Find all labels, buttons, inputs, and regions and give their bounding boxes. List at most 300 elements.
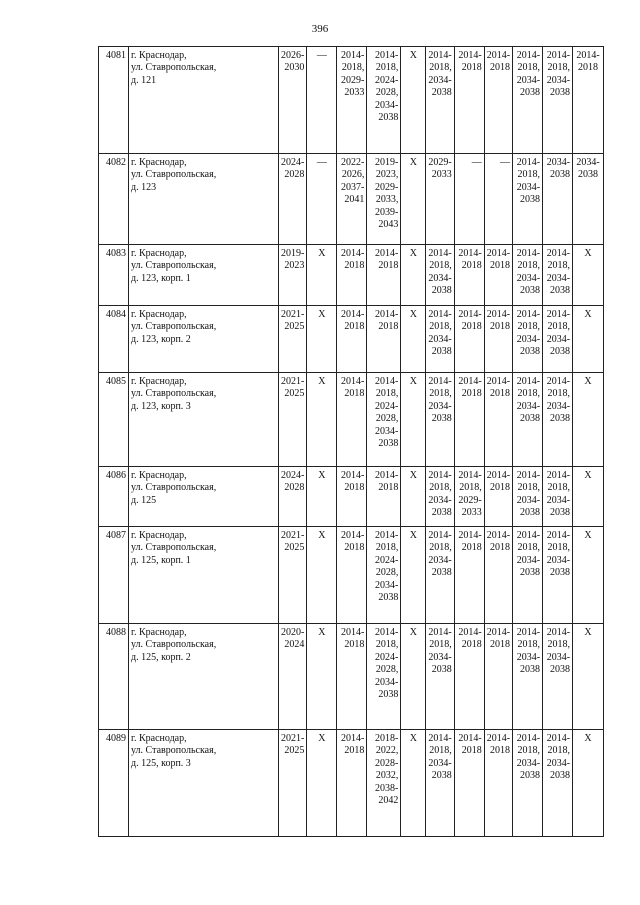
- period-line: —: [471, 157, 482, 168]
- period-cell: [513, 306, 543, 373]
- period-cell: [307, 47, 337, 154]
- period-line: 2018,: [547, 62, 571, 74]
- period-line: 2018,: [547, 388, 571, 400]
- period-cell: [307, 527, 337, 624]
- period-line: 2041: [344, 194, 365, 206]
- period-line: 2014-: [375, 50, 399, 61]
- row-number-cell: 4085: [99, 373, 129, 467]
- period-line: 2033: [461, 507, 482, 519]
- period-line: 2038: [550, 567, 571, 579]
- period-line: 2021-: [281, 530, 305, 541]
- period-line: 2018,: [517, 745, 541, 757]
- period-line: 2034-: [546, 494, 571, 506]
- address-line: г. Краснодар,: [131, 50, 187, 61]
- period-line: 2038: [520, 285, 541, 297]
- period-line: 2038: [550, 770, 571, 782]
- address-line: г. Краснодар,: [131, 627, 187, 638]
- period-line: Х: [584, 376, 592, 387]
- address-line: г. Краснодар,: [131, 470, 187, 481]
- period-line: 2014-: [458, 376, 482, 387]
- period-line: 2029-: [458, 494, 482, 506]
- period-line: 2014-: [375, 376, 399, 387]
- period-line: 2034-: [516, 494, 541, 506]
- period-cell: [513, 467, 543, 527]
- period-line: 2025: [284, 542, 305, 554]
- period-cell: [401, 624, 426, 730]
- period-line: 2024-: [281, 470, 305, 481]
- period-line: 2028,: [375, 413, 399, 425]
- period-line: 2014-: [341, 733, 365, 744]
- period-line: 2014-: [375, 627, 399, 638]
- row-number-cell: 4089: [99, 730, 129, 837]
- period-cell: [401, 306, 426, 373]
- period-cell: [337, 306, 367, 373]
- table-row: [99, 624, 604, 730]
- period-line: 2038: [550, 169, 571, 181]
- period-cell: [279, 730, 307, 837]
- period-line: 2043: [378, 219, 399, 231]
- table-row: [99, 154, 604, 245]
- period-line: 2038: [431, 507, 452, 519]
- period-line: 2024-: [375, 651, 399, 663]
- period-line: 2038: [378, 592, 399, 604]
- period-line: 2014-: [458, 470, 482, 481]
- period-line: 2025: [284, 745, 305, 757]
- period-cell: [454, 373, 484, 467]
- period-line: 2018,: [547, 542, 571, 554]
- period-cell: [513, 624, 543, 730]
- period-line: 2034-: [375, 579, 399, 591]
- period-line: 2030: [284, 62, 305, 74]
- period-line: 2014-: [486, 309, 511, 320]
- period-line: 2018: [378, 482, 399, 494]
- period-cell: [454, 467, 484, 527]
- period-line: Х: [318, 627, 326, 638]
- period-line: 2038: [550, 285, 571, 297]
- period-line: 2014-: [428, 470, 452, 481]
- period-line: 2042: [378, 795, 399, 807]
- period-line: 2021-: [281, 733, 305, 744]
- period-line: 2014-: [516, 248, 541, 259]
- period-line: 2029-: [341, 74, 365, 86]
- period-cell: [337, 467, 367, 527]
- period-cell: [513, 47, 543, 154]
- address-line: д. 125, корп. 2: [131, 651, 191, 663]
- period-line: 2034-: [576, 157, 600, 168]
- period-cell: [426, 467, 454, 527]
- period-cell: [513, 154, 543, 245]
- period-line: 2014-: [458, 627, 482, 638]
- period-line: 2022,: [375, 745, 399, 757]
- repair-schedule-table: [98, 46, 604, 837]
- period-cell: [573, 373, 604, 467]
- period-cell: [367, 245, 401, 306]
- period-line: 2038: [431, 87, 452, 99]
- period-line: Х: [409, 627, 417, 638]
- period-cell: [426, 527, 454, 624]
- address-line: д. 125: [131, 494, 157, 506]
- period-line: Х: [584, 309, 592, 320]
- period-cell: [484, 730, 512, 837]
- period-cell: [454, 306, 484, 373]
- period-line: 2014-: [341, 376, 365, 387]
- address-line: ул. Ставропольская,: [131, 388, 217, 400]
- period-line: 2018: [490, 639, 511, 651]
- period-line: 2018: [344, 542, 365, 554]
- period-line: Х: [318, 248, 326, 259]
- period-line: 2038: [578, 169, 599, 181]
- period-line: 2034-: [516, 554, 541, 566]
- period-cell: [573, 154, 604, 245]
- period-line: 2038: [520, 770, 541, 782]
- period-cell: [573, 624, 604, 730]
- period-line: 2038: [378, 689, 399, 701]
- period-line: 2034-: [546, 272, 571, 284]
- period-line: 2018,: [375, 639, 399, 651]
- period-line: 2014-: [486, 733, 511, 744]
- period-line: 2014-: [341, 470, 365, 481]
- period-line: Х: [409, 530, 417, 541]
- period-line: 2034-: [428, 651, 452, 663]
- period-line: 2018,: [375, 388, 399, 400]
- period-line: 2034-: [546, 333, 571, 345]
- period-line: 2037-: [341, 181, 365, 193]
- period-cell: [337, 154, 367, 245]
- period-line: 2018: [461, 745, 482, 757]
- period-cell: [484, 624, 512, 730]
- period-line: 2034-: [375, 425, 399, 437]
- period-cell: [484, 245, 512, 306]
- table-row: [99, 245, 604, 306]
- period-line: 2018: [578, 62, 599, 74]
- period-line: 2014-: [516, 157, 541, 168]
- period-line: 2014-: [516, 50, 541, 61]
- address-line: ул. Ставропольская,: [131, 62, 217, 74]
- period-cell: [307, 624, 337, 730]
- period-cell: [337, 730, 367, 837]
- period-line: Х: [409, 157, 417, 168]
- address-line: г. Краснодар,: [131, 733, 187, 744]
- period-line: 2018-: [375, 733, 399, 744]
- period-line: 2029-: [428, 157, 452, 168]
- period-cell: [543, 527, 573, 624]
- table-row: [99, 306, 604, 373]
- period-cell: [367, 527, 401, 624]
- period-line: 2014-: [341, 530, 365, 541]
- row-number-cell: 4087: [99, 527, 129, 624]
- period-line: 2018: [344, 482, 365, 494]
- period-cell: [279, 624, 307, 730]
- period-line: 2014-: [546, 733, 571, 744]
- period-line: 2019-: [375, 157, 399, 168]
- period-line: 2038: [550, 413, 571, 425]
- period-line: 2038: [520, 507, 541, 519]
- period-line: 2014-: [428, 248, 452, 259]
- period-line: 2014-: [458, 309, 482, 320]
- period-line: 2018,: [517, 169, 541, 181]
- period-line: Х: [584, 530, 592, 541]
- period-line: 2026-: [281, 50, 305, 61]
- period-line: 2014-: [486, 530, 511, 541]
- period-line: 2018: [344, 388, 365, 400]
- period-line: 2018: [490, 260, 511, 272]
- period-cell: [543, 467, 573, 527]
- period-cell: [426, 47, 454, 154]
- period-line: Х: [318, 733, 326, 744]
- table-row: [99, 730, 604, 837]
- period-line: 2025: [284, 388, 305, 400]
- period-line: 2028,: [375, 87, 399, 99]
- period-line: Х: [318, 470, 326, 481]
- period-line: 2023,: [375, 169, 399, 181]
- period-line: 2014-: [428, 733, 452, 744]
- period-line: 2018,: [375, 62, 399, 74]
- period-cell: [279, 47, 307, 154]
- period-line: 2014-: [428, 530, 452, 541]
- period-line: 2038: [431, 413, 452, 425]
- period-line: 2034-: [428, 74, 452, 86]
- period-cell: [484, 373, 512, 467]
- period-cell: [307, 154, 337, 245]
- period-line: 2028: [284, 169, 305, 181]
- period-line: 2018: [490, 482, 511, 494]
- period-line: 2018,: [517, 388, 541, 400]
- period-line: 2038: [550, 507, 571, 519]
- address-cell: [129, 730, 279, 837]
- period-line: 2038: [520, 567, 541, 579]
- period-cell: [307, 730, 337, 837]
- period-line: 2034-: [516, 74, 541, 86]
- period-line: 2034-: [546, 74, 571, 86]
- period-line: 2018: [490, 745, 511, 757]
- period-line: 2034-: [375, 676, 399, 688]
- period-line: 2014-: [458, 530, 482, 541]
- period-line: Х: [409, 309, 417, 320]
- period-line: 2019-: [281, 248, 305, 259]
- period-line: 2018: [490, 321, 511, 333]
- period-line: Х: [584, 470, 592, 481]
- period-line: 2025: [284, 321, 305, 333]
- period-cell: [279, 527, 307, 624]
- period-cell: [484, 154, 512, 245]
- address-line: д. 123, корп. 2: [131, 333, 191, 345]
- period-line: 2022-: [341, 157, 365, 168]
- period-line: 2014-: [516, 627, 541, 638]
- period-line: 2018: [344, 745, 365, 757]
- period-line: 2018,: [547, 321, 571, 333]
- period-line: 2018,: [517, 482, 541, 494]
- period-line: 2018,: [517, 542, 541, 554]
- period-cell: [454, 624, 484, 730]
- period-line: 2014-: [375, 309, 399, 320]
- period-cell: [307, 245, 337, 306]
- period-cell: [401, 47, 426, 154]
- address-line: г. Краснодар,: [131, 309, 187, 320]
- period-cell: [279, 306, 307, 373]
- row-number-cell: 4081: [99, 47, 129, 154]
- period-line: Х: [318, 309, 326, 320]
- address-line: д. 123: [131, 181, 157, 193]
- period-line: 2018,: [517, 260, 541, 272]
- period-line: 2038: [431, 285, 452, 297]
- period-line: 2014-: [341, 50, 365, 61]
- period-cell: [513, 245, 543, 306]
- period-line: 2034-: [546, 400, 571, 412]
- address-line: д. 121: [131, 74, 157, 86]
- period-line: 2034-: [375, 99, 399, 111]
- period-line: 2028,: [375, 664, 399, 676]
- address-line: д. 123, корп. 3: [131, 400, 191, 412]
- period-line: 2018: [461, 639, 482, 651]
- period-cell: [454, 527, 484, 624]
- period-line: 2024: [284, 639, 305, 651]
- period-line: 2018,: [375, 542, 399, 554]
- period-line: 2029-: [375, 181, 399, 193]
- period-line: 2018: [461, 260, 482, 272]
- table-row: [99, 373, 604, 467]
- period-line: 2014-: [576, 50, 600, 61]
- period-line: 2018: [344, 639, 365, 651]
- period-line: 2018: [344, 321, 365, 333]
- period-line: 2034-: [516, 757, 541, 769]
- period-line: 2014-: [546, 627, 571, 638]
- period-line: 2018,: [429, 260, 452, 272]
- period-line: 2018,: [517, 639, 541, 651]
- period-cell: [573, 467, 604, 527]
- period-line: 2021-: [281, 309, 305, 320]
- period-cell: [279, 245, 307, 306]
- period-line: 2018: [461, 321, 482, 333]
- period-line: 2014-: [486, 50, 511, 61]
- period-cell: [573, 47, 604, 154]
- period-cell: [573, 306, 604, 373]
- period-line: 2033,: [375, 194, 399, 206]
- period-cell: [337, 373, 367, 467]
- period-line: 2014-: [341, 309, 365, 320]
- period-line: 2038: [431, 664, 452, 676]
- period-line: 2014-: [458, 50, 482, 61]
- period-line: Х: [584, 627, 592, 638]
- period-line: —: [500, 157, 511, 168]
- period-line: 2024-: [375, 554, 399, 566]
- period-cell: [573, 245, 604, 306]
- page-number: 396: [311, 23, 329, 35]
- period-cell: [337, 245, 367, 306]
- period-line: 2014-: [486, 376, 511, 387]
- period-line: 2038: [550, 87, 571, 99]
- period-line: 2014-: [516, 530, 541, 541]
- period-line: 2018,: [429, 542, 452, 554]
- period-line: 2034-: [428, 400, 452, 412]
- period-cell: [307, 373, 337, 467]
- period-line: 2038: [550, 346, 571, 358]
- period-line: 2014-: [428, 376, 452, 387]
- period-line: 2014-: [546, 248, 571, 259]
- period-cell: [367, 306, 401, 373]
- period-cell: [279, 373, 307, 467]
- period-cell: [454, 245, 484, 306]
- table-row: [99, 527, 604, 624]
- period-cell: [401, 527, 426, 624]
- period-line: 2023: [284, 260, 305, 272]
- period-cell: [484, 306, 512, 373]
- period-line: 2018,: [547, 639, 571, 651]
- period-cell: [513, 373, 543, 467]
- period-line: 2018: [378, 260, 399, 272]
- period-line: 2014-: [375, 248, 399, 259]
- period-cell: [543, 624, 573, 730]
- period-cell: [543, 154, 573, 245]
- period-line: Х: [409, 50, 417, 61]
- period-cell: [401, 245, 426, 306]
- period-line: 2018: [490, 388, 511, 400]
- period-cell: [401, 730, 426, 837]
- period-cell: [401, 467, 426, 527]
- period-cell: [484, 467, 512, 527]
- period-line: 2014-: [458, 248, 482, 259]
- address-line: г. Краснодар,: [131, 376, 187, 387]
- period-cell: [426, 306, 454, 373]
- period-line: 2018,: [547, 482, 571, 494]
- period-line: 2014-: [546, 50, 571, 61]
- period-line: 2018,: [429, 482, 452, 494]
- period-line: 2028-: [375, 757, 399, 769]
- period-line: 2028: [284, 482, 305, 494]
- period-line: 2018,: [429, 388, 452, 400]
- period-line: 2034-: [428, 757, 452, 769]
- period-line: 2032,: [375, 770, 399, 782]
- period-line: 2014-: [375, 530, 399, 541]
- period-line: 2014-: [486, 470, 511, 481]
- period-line: 2014-: [546, 309, 571, 320]
- period-line: 2038: [431, 567, 452, 579]
- period-line: Х: [318, 376, 326, 387]
- period-line: 2014-: [546, 530, 571, 541]
- period-cell: [367, 47, 401, 154]
- address-cell: [129, 306, 279, 373]
- period-line: 2033: [344, 87, 365, 99]
- address-cell: [129, 373, 279, 467]
- period-cell: [367, 624, 401, 730]
- table-row: [99, 467, 604, 527]
- address-line: д. 125, корп. 3: [131, 757, 191, 769]
- address-cell: [129, 467, 279, 527]
- period-line: Х: [409, 376, 417, 387]
- period-line: —: [316, 157, 327, 168]
- period-cell: [426, 373, 454, 467]
- address-line: г. Краснодар,: [131, 530, 187, 541]
- period-line: 2038: [378, 112, 399, 124]
- period-cell: [543, 47, 573, 154]
- address-line: ул. Ставропольская,: [131, 260, 217, 272]
- period-line: 2018,: [429, 639, 452, 651]
- period-cell: [454, 154, 484, 245]
- period-line: 2014-: [546, 376, 571, 387]
- period-cell: [484, 527, 512, 624]
- address-line: ул. Ставропольская,: [131, 745, 217, 757]
- period-line: Х: [409, 248, 417, 259]
- period-cell: [367, 154, 401, 245]
- period-line: 2018: [461, 542, 482, 554]
- period-line: 2038: [431, 770, 452, 782]
- period-cell: [543, 306, 573, 373]
- period-line: 2018,: [459, 482, 482, 494]
- period-cell: [543, 730, 573, 837]
- period-line: 2028,: [375, 567, 399, 579]
- period-line: 2021-: [281, 376, 305, 387]
- period-line: 2014-: [516, 470, 541, 481]
- period-line: 2014-: [546, 470, 571, 481]
